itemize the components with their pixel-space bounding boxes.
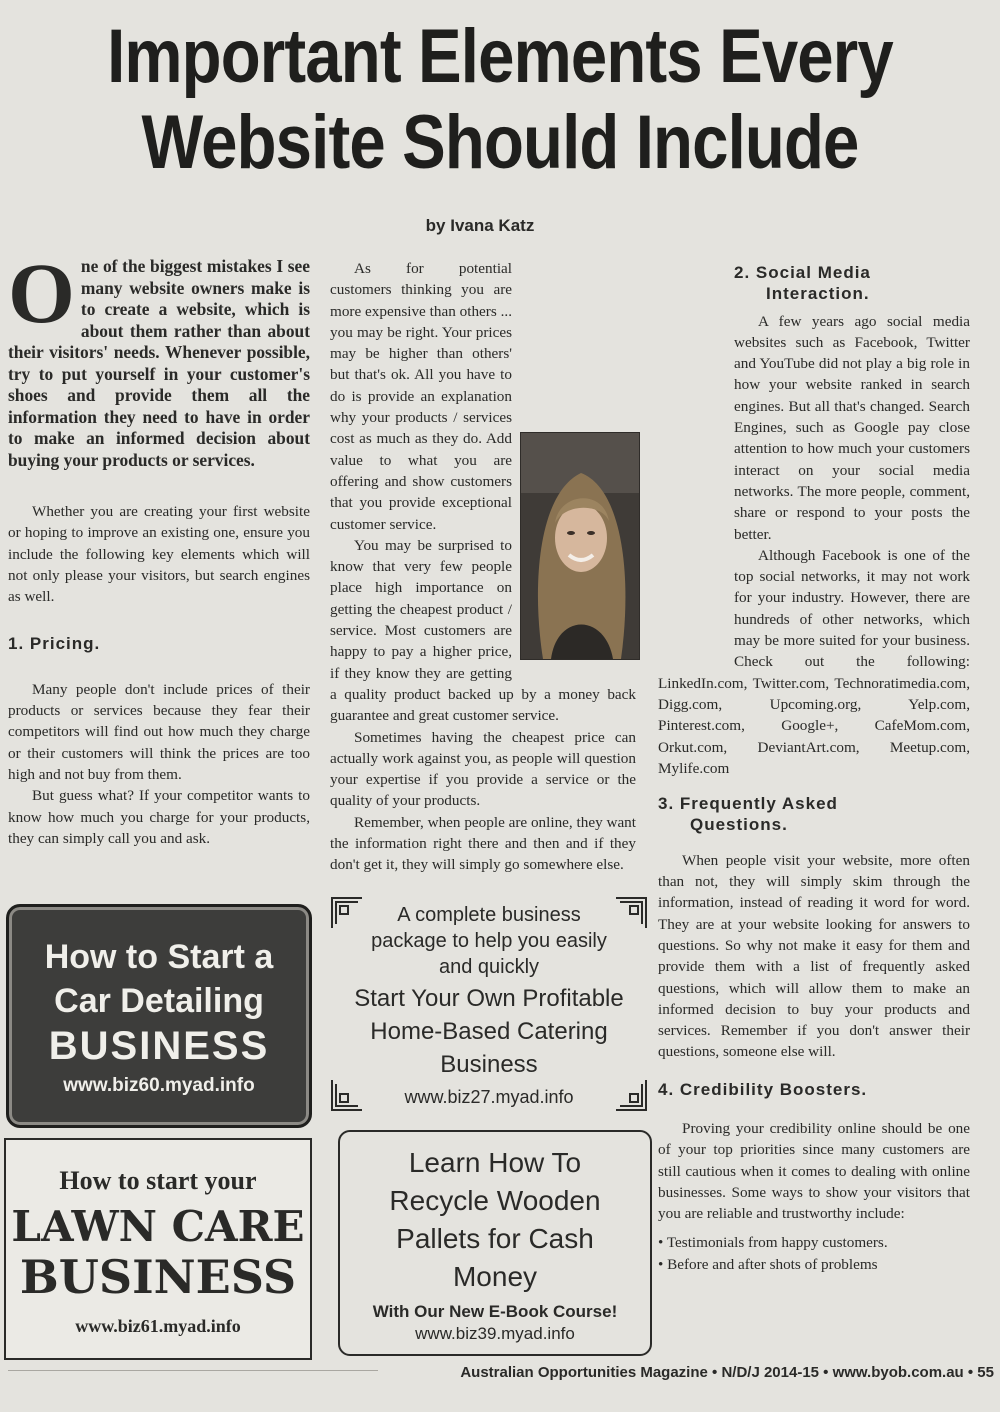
section-heading-social (658, 262, 970, 305)
headline-line-1: Important Elements Every (107, 14, 893, 99)
section-heading-credibility: 4. Credibility Boosters. (658, 1079, 868, 1099)
ad-car-line-2: Car Detailing (54, 982, 264, 1020)
faq-paragraph: When people visit your website, more often than not, they will simply skim through the information, instead of reading it word for word. They are at your website looking for answers to questions. So why not make it easy for them and provide them with a list of frequently asked questions, which will allow them to make an informed decision to buy your products and services. Remember if you don't answer their questions, someone else will. (658, 851, 970, 1061)
ad-lawn-line-3: BUSINESS (19, 1250, 297, 1304)
ad-catering[interactable] (330, 896, 648, 1112)
bullet-testimonials: • Testimonials from happy customers. (658, 1234, 888, 1252)
page-footer: Australian Opportunities Magazine • N/D/J 2014-15 • www.byob.com.au • 55 (460, 1364, 994, 1381)
photo-wrap-spacer (658, 410, 734, 662)
social-paragraph-2: Although Facebook is one of the top social networks, it may not work for your industry. However, there are hundreds of other networks, which may be more suited for your business. Check out the following: LinkedIn.com, Twitter.com, Technoratimedia.com, Digg.com, Upcoming.org, Yelp.com, Pinterest.com, Google+, CafeMom.com, Orkut.com, DeviantArt.com, Meetup.com, Mylife.com (658, 546, 970, 777)
ornament-corner-icon (330, 1078, 364, 1112)
author-portrait-image (521, 433, 639, 659)
social-heading-line-1: 2. Social Media (734, 263, 871, 282)
drop-cap: O (8, 245, 75, 341)
lead-text: ne of the biggest mistakes I see many website owners make is to create a website, which is about them rather than about their visitors' needs. Whenever possible, try to put yourself in your customer's shoes and provide them all the information they need to have in order to make an informed decision about buying your products or services. (8, 256, 310, 470)
col2-paragraph-2: You may be surprised to know that very few people place high importance on getting the cheapest product / service. Most customers are happy to pay a higher price, if they know they are getting a quality product backed up by a money back guarantee and great customer service. (330, 536, 636, 725)
ad-lawn-care[interactable] (4, 1138, 312, 1360)
ad-catering-url[interactable]: www.biz27.myad.info (404, 1087, 574, 1107)
headline-line-2: Website Should Include (141, 100, 859, 185)
column-3 (658, 258, 970, 1275)
col2-paragraph-3: Sometimes having the cheapest price can actually work against you, as people will question your expertise if you provide a service or the quality of your products. (330, 728, 636, 810)
col2-paragraph-4: Remember, when people are online, they want the information right there and then and if they don't get it, they will simply go somewhere else. (330, 813, 636, 874)
ad-pallets-line-2: With Our New E-Book Course! (372, 1302, 618, 1321)
ornament-corner-icon (614, 1078, 648, 1112)
ornament-corner-icon (614, 896, 648, 930)
section-heading-faq (658, 793, 970, 836)
ad-pallets-line-1: Learn How To Recycle Wooden Pallets for Cash Money (389, 1147, 601, 1292)
ornament-corner-icon (330, 896, 364, 930)
social-heading-line-2: Interaction. (766, 284, 870, 304)
section-heading-pricing: 1. Pricing. (8, 634, 101, 654)
ad-lawn-url[interactable]: www.biz61.myad.info (75, 1316, 241, 1336)
bullet-before-after: • Before and after shots of problems (658, 1255, 878, 1273)
ad-lawn-line-2: LAWN CARE (11, 1202, 305, 1251)
ad-catering-line-2: Start Your Own Profitable Home-Based Catering Business (354, 985, 624, 1078)
column-1 (8, 245, 310, 849)
lead-paragraph (8, 245, 310, 471)
ad-car-url[interactable]: www.biz60.myad.info (63, 1075, 255, 1096)
faq-heading-line-2: Questions. (690, 815, 788, 835)
faq-heading-line-1: 3. Frequently Asked (658, 794, 838, 814)
byline: by Ivana Katz (425, 216, 535, 235)
ad-lawn-line-1: How to start your (59, 1166, 257, 1195)
ad-catering-line-1: A complete business package to help you easily and quickly (371, 904, 607, 978)
ad-car-line-1: How to Start a (44, 938, 274, 976)
intro-paragraph: Whether you are creating your first website or hoping to improve an existing one, ensure you include the following key elements which will not only please your visitors, but search engines as well. (8, 503, 310, 606)
pricing-paragraph-1: Many people don't include prices of their products or services because they fear their competitors will find out how much they charge or their customers will think the prices are too high and not buy from them. (8, 680, 310, 783)
pricing-paragraph-2: But guess what? If your competitor wants to know how much you charge for your products, they can simply call you and ask. (8, 787, 310, 847)
ad-wooden-pallets[interactable] (338, 1130, 652, 1356)
article-headline (70, 14, 930, 186)
social-paragraph-1: A few years ago social media websites such as Facebook, Twitter and YouTube did not play a big role in how your website ranked in search engines. But all that's changed. Search Engines, such as Google pay close attention to how much your customers interact on your social media networks. The more people, comment, share or respond to your posts the better. (734, 312, 970, 543)
col2-paragraph-1: As for potential customers thinking you are more expensive than others ... you may be right. Your prices may be higher than others' but that's ok. All you have to do is provide an explanation why your products / services cost as much as they do. Add value to what you are offering and show customers that you provide exceptional customer service. (330, 260, 512, 533)
ad-car-line-3: BUSINESS (48, 1024, 270, 1068)
ad-pallets-url[interactable]: www.biz39.myad.info (415, 1324, 575, 1343)
footer-divider (8, 1370, 378, 1371)
credibility-paragraph: Proving your credibility online should be one of your top priorities since many customers are still cautious when it comes to dealing with online businesses. Some ways to show your visitors that you are reliable and trustworthy include: (658, 1119, 970, 1223)
author-photo (520, 432, 640, 660)
ad-car-detailing[interactable] (6, 904, 312, 1128)
